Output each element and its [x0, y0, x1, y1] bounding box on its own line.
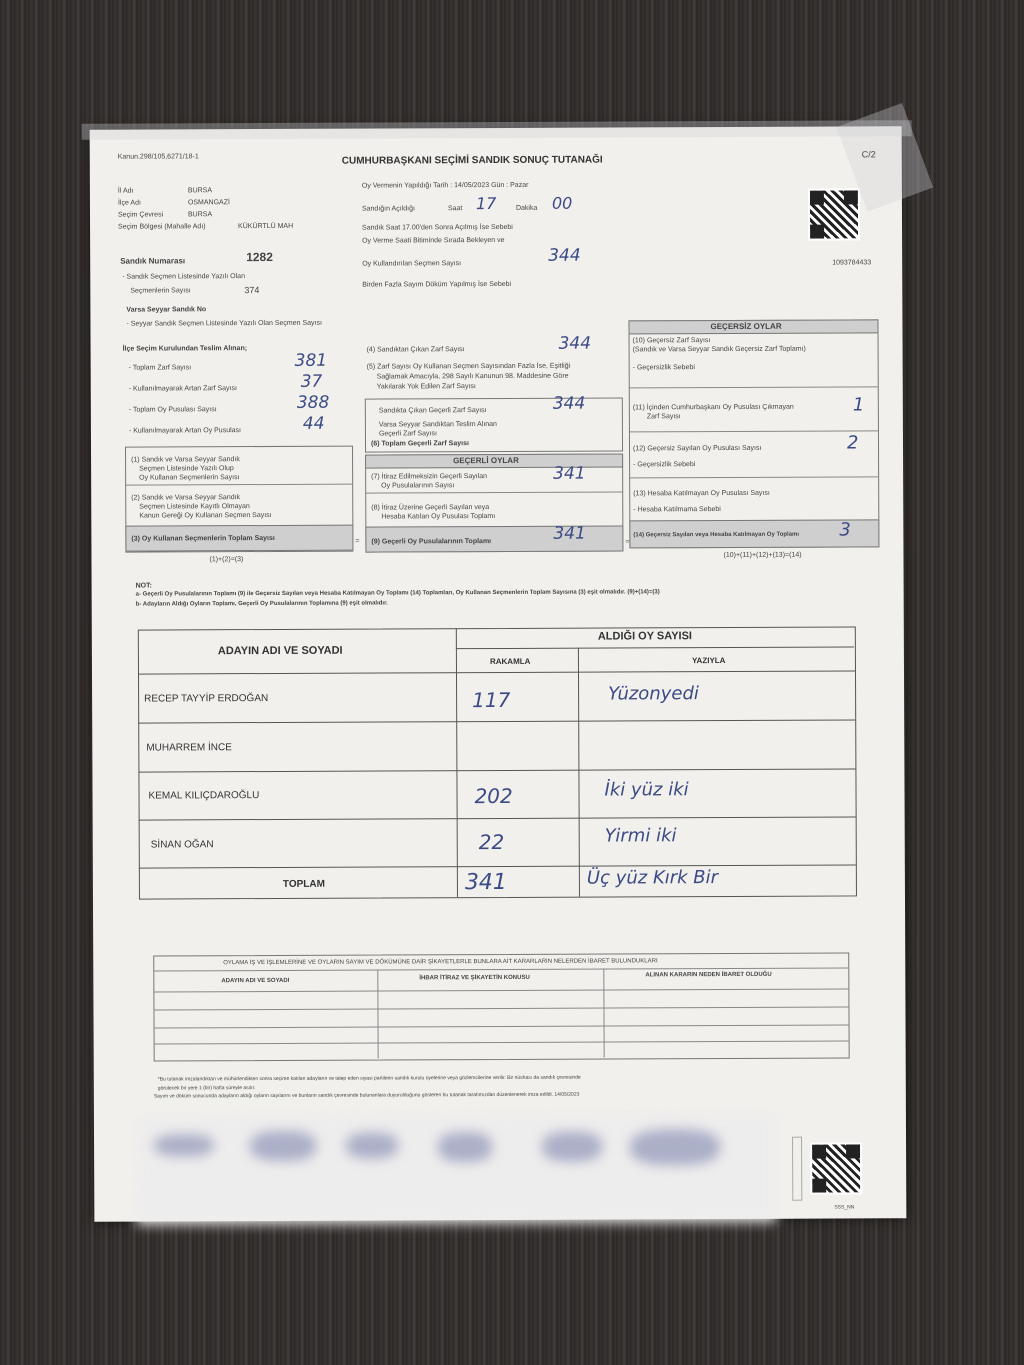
- valid-equals: =: [625, 538, 630, 546]
- mobile-list-label: - Seyyar Sandık Seçmen Listesinde Yazılı Olan Seçmen Sayısı: [126, 319, 322, 328]
- unused-envelopes-label: - Kullanılmayarak Artan Zarf Sayısı: [128, 385, 237, 393]
- candidate-numeric: 202: [474, 783, 513, 809]
- valid-out-label: Sandıkta Çıkan Geçerli Zarf Sayısı: [378, 407, 487, 415]
- opening-label: Sandığın Açıldığı: [361, 205, 415, 213]
- numeric-header: RAKAMLA: [489, 656, 531, 667]
- candidate-name: RECEP TAYYİP ERDOĞAN: [144, 693, 269, 705]
- excess-line3: Yakılarak Yok Edilen Zarf Sayısı: [376, 383, 476, 391]
- tape-top: [82, 120, 912, 140]
- mobile-ballots-line1: Varsa Seyyar Sandıktan Teslim Alınan: [378, 421, 497, 429]
- hour-value: 17: [475, 194, 497, 214]
- excess-line1: (5) Zarf Sayısı Oy Kullanan Seçmen Sayısından Fazla İse, Eşitliği: [366, 362, 571, 371]
- candidates-table-frame: [138, 626, 857, 899]
- valid-r9-value: 341: [553, 523, 586, 544]
- voters-row2-line3: Kanun Gereği Oy Kullanan Seçmen Sayısı: [139, 511, 272, 520]
- qr-code-top: [808, 188, 860, 240]
- candidate-name-header: ADAYIN ADI VE SOYADI: [217, 644, 343, 658]
- valid-r7-value: 341: [553, 463, 586, 484]
- invalid-r14-label: (14) Geçersiz Sayılan veya Hesaba Katılmayan Oy Toplamı: [633, 531, 800, 539]
- envelopes-out-value: 344: [558, 333, 592, 354]
- invalid-r13-reason: - Hesaba Katılmama Sebebi: [633, 506, 721, 514]
- footer-line2: görülecek bir yere 1 (bir) hafta süreyle asılır.: [157, 1085, 256, 1092]
- written-header: YAZIYLA: [691, 656, 726, 666]
- invalid-r12-label: (12) Geçersiz Sayılan Oy Pusulası Sayısı: [633, 444, 762, 453]
- voters-equals: =: [355, 537, 360, 545]
- unused-ballots-label: - Kullanılmayarak Artan Oy Pusulası: [128, 427, 242, 435]
- complaints-col2: İHBAR İTİRAZ VE ŞİKAYETİN KONUSU: [419, 974, 530, 982]
- invalid-r13-label: (13) Hesaba Katılmayan Oy Pusulası Sayısı: [633, 489, 770, 498]
- candidate-written: İki yüz iki: [604, 779, 689, 801]
- footer-line1: *Bu tutanak imzalandıktan ve mühürlendikten sonra seçime katılan adayların ve talep eden siyasi partilerin sandık kurulu üyelerine veya gözlemcilerine verilir. Bir nüshası da sandık çevresinde: [157, 1074, 581, 1083]
- footer-line3: Sayım ve döküm sonucunda adayların aldığı oyların sayılarını ve bunların sandık çevresinde bulunanlara duyurulduğunu gösteren bu tutanak tarafımızdan düzenlenerek imza edildi. 14/05/2023: [153, 1091, 580, 1100]
- voting-date: Oy Vermenin Yapıldığı Tarih : 14/05/2023 Gün : Pazar: [361, 181, 529, 190]
- queue-voters-label: Oy Kullandırılan Seçmen Sayısı: [362, 260, 462, 268]
- candidate-name: MUHARREM İNCE: [146, 742, 232, 754]
- multi-count-reason: Birden Fazla Sayım Döküm Yapılmış İse Sebebi: [362, 280, 512, 289]
- total-ballots-value: 388: [296, 392, 330, 413]
- ballot-box-number-label: Sandık Numarası: [120, 256, 186, 266]
- candidate-numeric: 117: [472, 687, 511, 713]
- note-b: b- Adayların Aldığı Oyların Toplamı, Geçerli Oy Pusulalarının Toplamına (9) eşit olmalıdır.: [135, 600, 388, 608]
- total-ballots-label: - Toplam Oy Pusulası Sayısı: [128, 406, 217, 414]
- excess-line2: Sağlamak Amacıyla, 298 Sayılı Kanunun 98. Maddesine Göre: [376, 372, 569, 381]
- voters-row1-line3: Oy Kullanan Seçmenlerin Sayısı: [139, 474, 240, 482]
- signature: [154, 1134, 214, 1156]
- candidate-written: Yirmi iki: [604, 825, 677, 847]
- neighborhood-value: KÜKÜRTLÜ MAH: [238, 222, 294, 231]
- envelopes-out-label: (4) Sandıktan Çıkan Zarf Sayısı: [366, 346, 465, 354]
- invalid-r10-line1: (10) Geçersiz Zarf Sayısı: [632, 337, 711, 345]
- candidate-name: KEMAL KILIÇDAROĞLU: [148, 790, 260, 802]
- mobile-ballots-line2: Geçerli Zarf Sayısı: [378, 430, 437, 438]
- ballot-box-number-value: 1282: [246, 249, 273, 265]
- voters-row2-line1: (2) Sandık ve Varsa Seyyar Sandık: [131, 494, 241, 502]
- qr-code-bottom: [810, 1142, 862, 1194]
- election-result-sheet: [90, 126, 907, 1222]
- total-envelopes-value: 381: [294, 350, 328, 371]
- district-label: İlçe Adı: [117, 199, 141, 207]
- invalid-r11-line1: (11) İçinden Cumhurbaşkanı Oy Pusulası Çıkmayan: [632, 403, 794, 412]
- candidate-numeric: 22: [478, 829, 505, 855]
- after-17-reason: Sandık Saat 17.00'den Sonra Açılmış İse Sebebi: [362, 223, 513, 232]
- signature: [250, 1131, 316, 1161]
- voter-list-value: 374: [244, 285, 260, 296]
- unused-ballots-value: 44: [302, 413, 325, 434]
- received-heading: İlçe Seçim Kurulundan Teslim Alınan;: [122, 345, 248, 353]
- minute-label: Dakika: [515, 204, 538, 212]
- valid-r8-line2: Hesaba Katılan Oy Pusulası Toplamı: [381, 513, 496, 521]
- candidate-name: SİNAN OĞAN: [150, 839, 214, 851]
- valid-out-value: 344: [552, 393, 586, 414]
- invalid-formula: (10)+(11)+(12)+(13)=(14): [723, 551, 802, 560]
- voters-formula: (1)+(2)=(3): [209, 556, 244, 564]
- complaints-title: OYLAMA İŞ VE İŞLEMLERİNE VE OYLARIN SAYIM VE DÖKÜMÜNE DAİR ŞİKAYETLERLE BUNLARA AİT KARARLARIN NELERDEN İBARET BULUNDUKLARI: [223, 958, 658, 967]
- barcode-number: 1093784433: [832, 259, 872, 267]
- signature: [346, 1132, 398, 1158]
- law-reference: Kanun.298/105,6271/18-1: [117, 153, 199, 161]
- invalid-r12-value: 2: [846, 432, 859, 454]
- invalid-r11-line2: Zarf Sayısı: [646, 413, 681, 421]
- voters-row3: (3) Oy Kullanan Seçmenlerin Toplam Sayısı: [131, 534, 275, 543]
- voter-list-label-1: - Sandık Seçmen Listesinde Yazılı Olan: [122, 273, 245, 281]
- complaints-col1: ADAYIN ADI VE SOYADI: [221, 977, 290, 985]
- invalid-r10-reason: - Geçersizlik Sebebi: [632, 364, 695, 372]
- invalid-r12-reason: - Geçersizlik Sebebi: [633, 461, 696, 469]
- unused-envelopes-value: 37: [300, 371, 323, 392]
- province-label: İl Adı: [117, 187, 134, 195]
- note-a: a- Geçerli Oy Pusulalarının Toplamı (9) ile Geçersiz Sayılan veya Hesaba Katılmayan Oy Toplamı (14) Toplamları, Oy Kullanan Seçmenlerin Toplam Sayısına (3) eşit olmalıdır. (9)+(14)=(3): [135, 589, 660, 598]
- signature: [630, 1129, 720, 1165]
- votes-header: ALDIĞI OY SAYISI: [597, 630, 693, 643]
- voters-row2-line2: Seçmen Listesinde Kayıtlı Olmayan: [139, 503, 250, 511]
- valid-r7-line1: (7) İtiraz Edilmeksizin Geçerli Sayılan: [371, 473, 488, 481]
- form-title: CUMHURBAŞKANI SEÇİMİ SANDIK SONUÇ TUTANAĞI: [341, 154, 603, 167]
- signature: [542, 1132, 602, 1162]
- hour-label: Saat: [447, 205, 463, 213]
- electoral-area-value: BURSA: [187, 211, 213, 219]
- total-envelopes-label: - Toplam Zarf Sayısı: [128, 364, 192, 372]
- valid-r7-line2: Oy Pusulalarının Sayısı: [381, 482, 455, 490]
- invalid-votes-heading: GEÇERSİZ OYLAR: [710, 321, 782, 332]
- form-code: C/2: [861, 149, 876, 160]
- candidate-written: Yüzonyedi: [608, 683, 699, 705]
- neighborhood-label: Seçim Bölgesi (Mahalle Adı): [118, 223, 206, 231]
- complaints-col3: ALINAN KARARIN NEDEN İBARET OLDUĞU: [645, 971, 772, 979]
- queue-voters-value: 344: [548, 245, 581, 266]
- minute-value: 00: [551, 193, 573, 213]
- valid-votes-heading: GEÇERLİ OYLAR: [453, 455, 519, 466]
- invalid-r10-line2: (Sandık ve Varsa Seyyar Sandık Geçersiz Zarf Toplamı): [632, 345, 806, 354]
- province-value: BURSA: [187, 187, 213, 195]
- barcode-strip: [792, 1137, 802, 1201]
- queue-label: Oy Verme Saati Bitiminde Sırada Bekleyen ve: [362, 236, 505, 245]
- voter-list-label-2: Seçmenlerin Sayısı: [130, 287, 191, 295]
- footer-code: SSS_NN: [834, 1204, 855, 1211]
- voters-row1-line1: (1) Sandık ve Varsa Seyyar Sandık: [131, 456, 240, 464]
- valid-r9-label: (9) Geçerli Oy Pusulalarının Toplamı: [371, 538, 492, 546]
- invalid-r14-value: 3: [839, 519, 851, 541]
- total-numeric: 341: [464, 869, 507, 896]
- total-label: TOPLAM: [282, 878, 325, 890]
- valid-r8-line1: (8) İtiraz Üzerine Geçerli Sayılan veya: [371, 504, 490, 512]
- mobile-box-label: Varsa Seyyar Sandık No: [126, 306, 207, 314]
- invalid-r11-value: 1: [852, 394, 865, 416]
- total-valid-envelopes: (6) Toplam Geçerli Zarf Sayısı: [370, 440, 469, 448]
- voters-row1-line2: Seçmen Listesinde Yazılı Olup: [139, 465, 234, 473]
- total-written: Üç yüz Kırk Bir: [586, 867, 719, 889]
- signature: [438, 1132, 492, 1162]
- note-title: NOT:: [135, 582, 152, 590]
- electoral-area-label: Seçim Çevresi: [117, 211, 164, 219]
- district-value: OSMANGAZİ: [187, 199, 230, 207]
